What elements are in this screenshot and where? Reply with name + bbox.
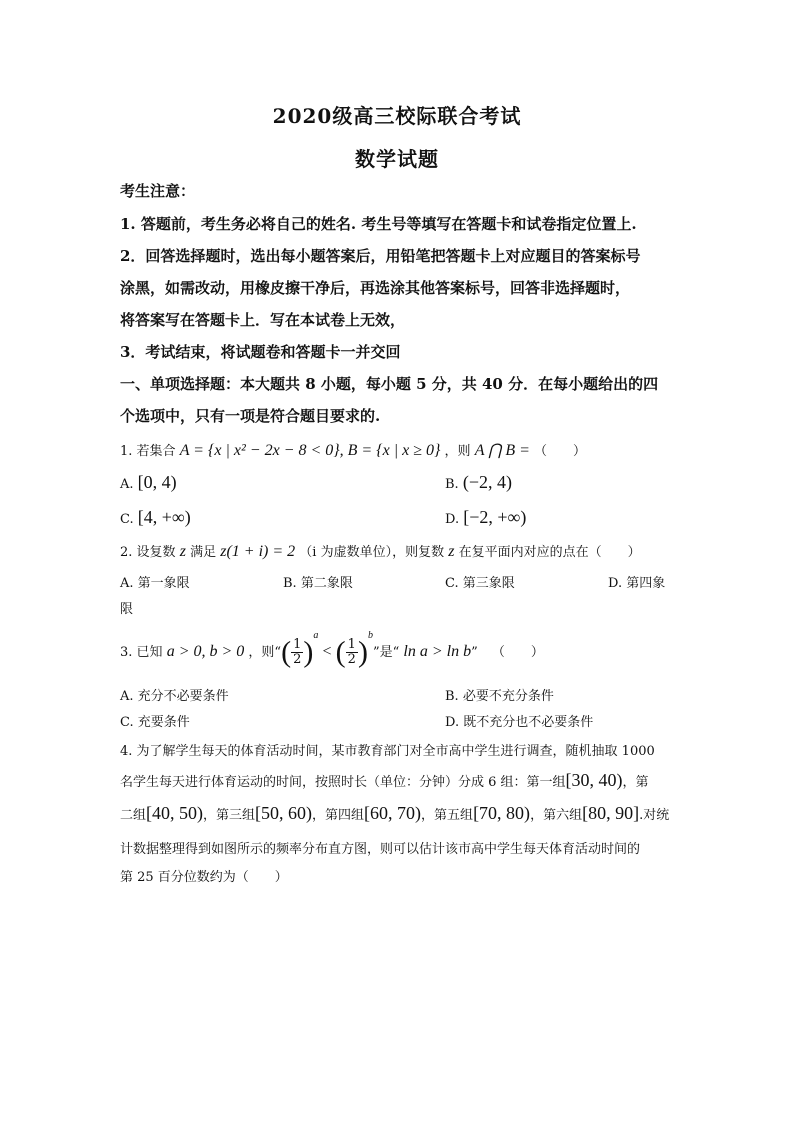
q3-fraction-a: $\frac{1}{2}$ [293,637,302,667]
q2-stem-a: 2. 设复数 [120,545,176,560]
q3-stem-a: 3. 已知 [120,645,163,660]
q3-exponent-b: b [367,630,373,641]
q3-fraction-b: $\frac{1}{2}$ [347,637,356,667]
section-1-line-1: 一、单项选择题：本大题共 8 小题，每小题 5 分，共 40 分．在每小题给出的四 [120,375,659,393]
q3-condition: a > 0, b > 0 [166,643,245,660]
q1-answer-paren: （ ） [534,444,587,459]
q4-line-3-b: ，第三组 [203,808,256,823]
q2-stem-c: （i 为虚数单位），则复数 [299,545,445,560]
q2-option-c: C. 第三象限 [445,576,515,591]
q3-option-b: B. 必要不充分条件 [445,689,554,704]
q4-group-5: [70, 80) [473,803,531,823]
q4-line-3-f: .对统 [639,808,670,823]
q4-line-3-d: ，第五组 [421,808,474,823]
q1-option-a-label: A. [120,477,134,492]
q1-option-a [120,472,177,493]
notice-item-2-line-2: 涂黑，如需改动，用橡皮擦干净后，再选涂其他答案标号，回答非选择题时， [120,279,631,297]
question-2-stem [120,541,641,561]
q1-option-b-value: (−2, 4) [462,472,512,492]
q3-log-inequality: ln a > ln b [403,643,472,660]
q1-option-b-label: B. [445,477,459,492]
q4-line-1: 4. 为了解学生每天的体育活动时间，某市教育部门对全市高中学生进行调查，随机抽取 1000 [120,744,655,759]
q1-option-a-value: [0, 4) [137,472,177,492]
notice-item-1: 1. 答题前，考生务必将自己的姓名. 考生号等填写在答题卡和试卷指定位置上. [120,215,637,233]
q1-mid: ，则 [444,444,471,459]
notice-item-2-line-3: 将答案写在答题卡上．写在本试卷上无效， [120,311,406,329]
q2-option-b: B. 第二象限 [283,576,353,591]
q3-stem-c: ”是“ [372,645,400,660]
q2-option-a: A. 第一象限 [120,576,190,591]
q1-prefix: 1. 若集合 [120,444,176,459]
notice-item-3: 3．考试结束，将试题卷和答题卡一并交回 [120,343,401,361]
q1-option-d-value: [−2, +∞) [463,507,527,527]
q2-option-d-wrap: 限 [120,602,134,617]
q1-option-c-value: [4, +∞) [137,507,191,527]
q4-group-3: [50, 60) [255,803,313,823]
notice-item-2-line-1: 2．回答选择题时，选出每小题答案后，用铅笔把答题卡上对应题目的答案标号 [120,247,641,265]
exam-subtitle: 数学试题 [355,147,439,171]
q4-group-2: [40, 50) [146,803,204,823]
q4-line-2-text: 名学生每天进行体育运动的时间，按照时长（单位：分钟）分成 6 组：第一组 [120,775,566,790]
q2-variable-z: z [179,543,186,560]
q3-stem-b: ，则“ [248,645,282,660]
q2-equation: z(1 + i) = 2 [220,543,296,560]
q4-group-1: [30, 40) [565,770,623,790]
q1-option-d-label: D. [445,512,460,527]
q1-option-b [445,472,512,493]
q3-answer-paren: （ ） [491,645,544,660]
q4-line-2 [120,770,649,791]
q3-option-d: D. 既不充分也不必要条件 [445,715,594,730]
q1-option-d [445,507,526,528]
notice-heading: 考生注意： [120,182,196,200]
q4-line-3-e: ，第六组 [530,808,583,823]
q2-option-d: D. 第四象 [608,576,666,591]
section-1-line-2: 个选项中，只有一项是符合题目要求的. [120,407,381,425]
q4-group-4: [60, 70) [364,803,422,823]
question-3-stem: 3. 已知 a > 0, b > 0 ，则“( $\frac{1}{2}$ )$^a$ < ( $\frac{1}{2}$ )$^b$”是“ ln a > ln b” （ ） [120,630,544,669]
q3-less-than: < [322,643,332,660]
q4-line-5: 第 25 百分位数约为（ ） [120,870,288,885]
exam-title: 2020级高三校际联合考试 [272,104,522,128]
q4-line-3-a: 二组 [120,808,147,823]
q1-option-c-label: C. [120,512,134,527]
q2-variable-z-2: z [448,543,455,560]
q4-line-4: 计数据整理得到如图所示的频率分布直方图，则可以估计该市高中学生每天体育活动时间的 [120,842,641,857]
q2-stem-d: 在复平面内对应的点在（ ） [458,545,641,560]
question-1-stem [120,440,586,460]
q1-intersection: A ⋂ B = [474,442,530,459]
q4-line-2-tail: ，第 [622,775,649,790]
q3-stem-d: ” [471,645,478,660]
q1-option-c [120,507,191,528]
q3-exponent-a: a [313,630,319,641]
q4-line-3 [120,803,669,824]
q2-stem-b: 满足 [190,545,217,560]
q1-set-definition: A = {x | x² − 2x − 8 < 0}, B = {x | x ≥ 0} [179,442,441,459]
q4-line-3-c: ，第四组 [312,808,365,823]
q3-option-c: C. 充要条件 [120,715,190,730]
q3-option-a: A. 充分不必要条件 [120,689,229,704]
q4-group-6: [80, 90] [582,803,640,823]
